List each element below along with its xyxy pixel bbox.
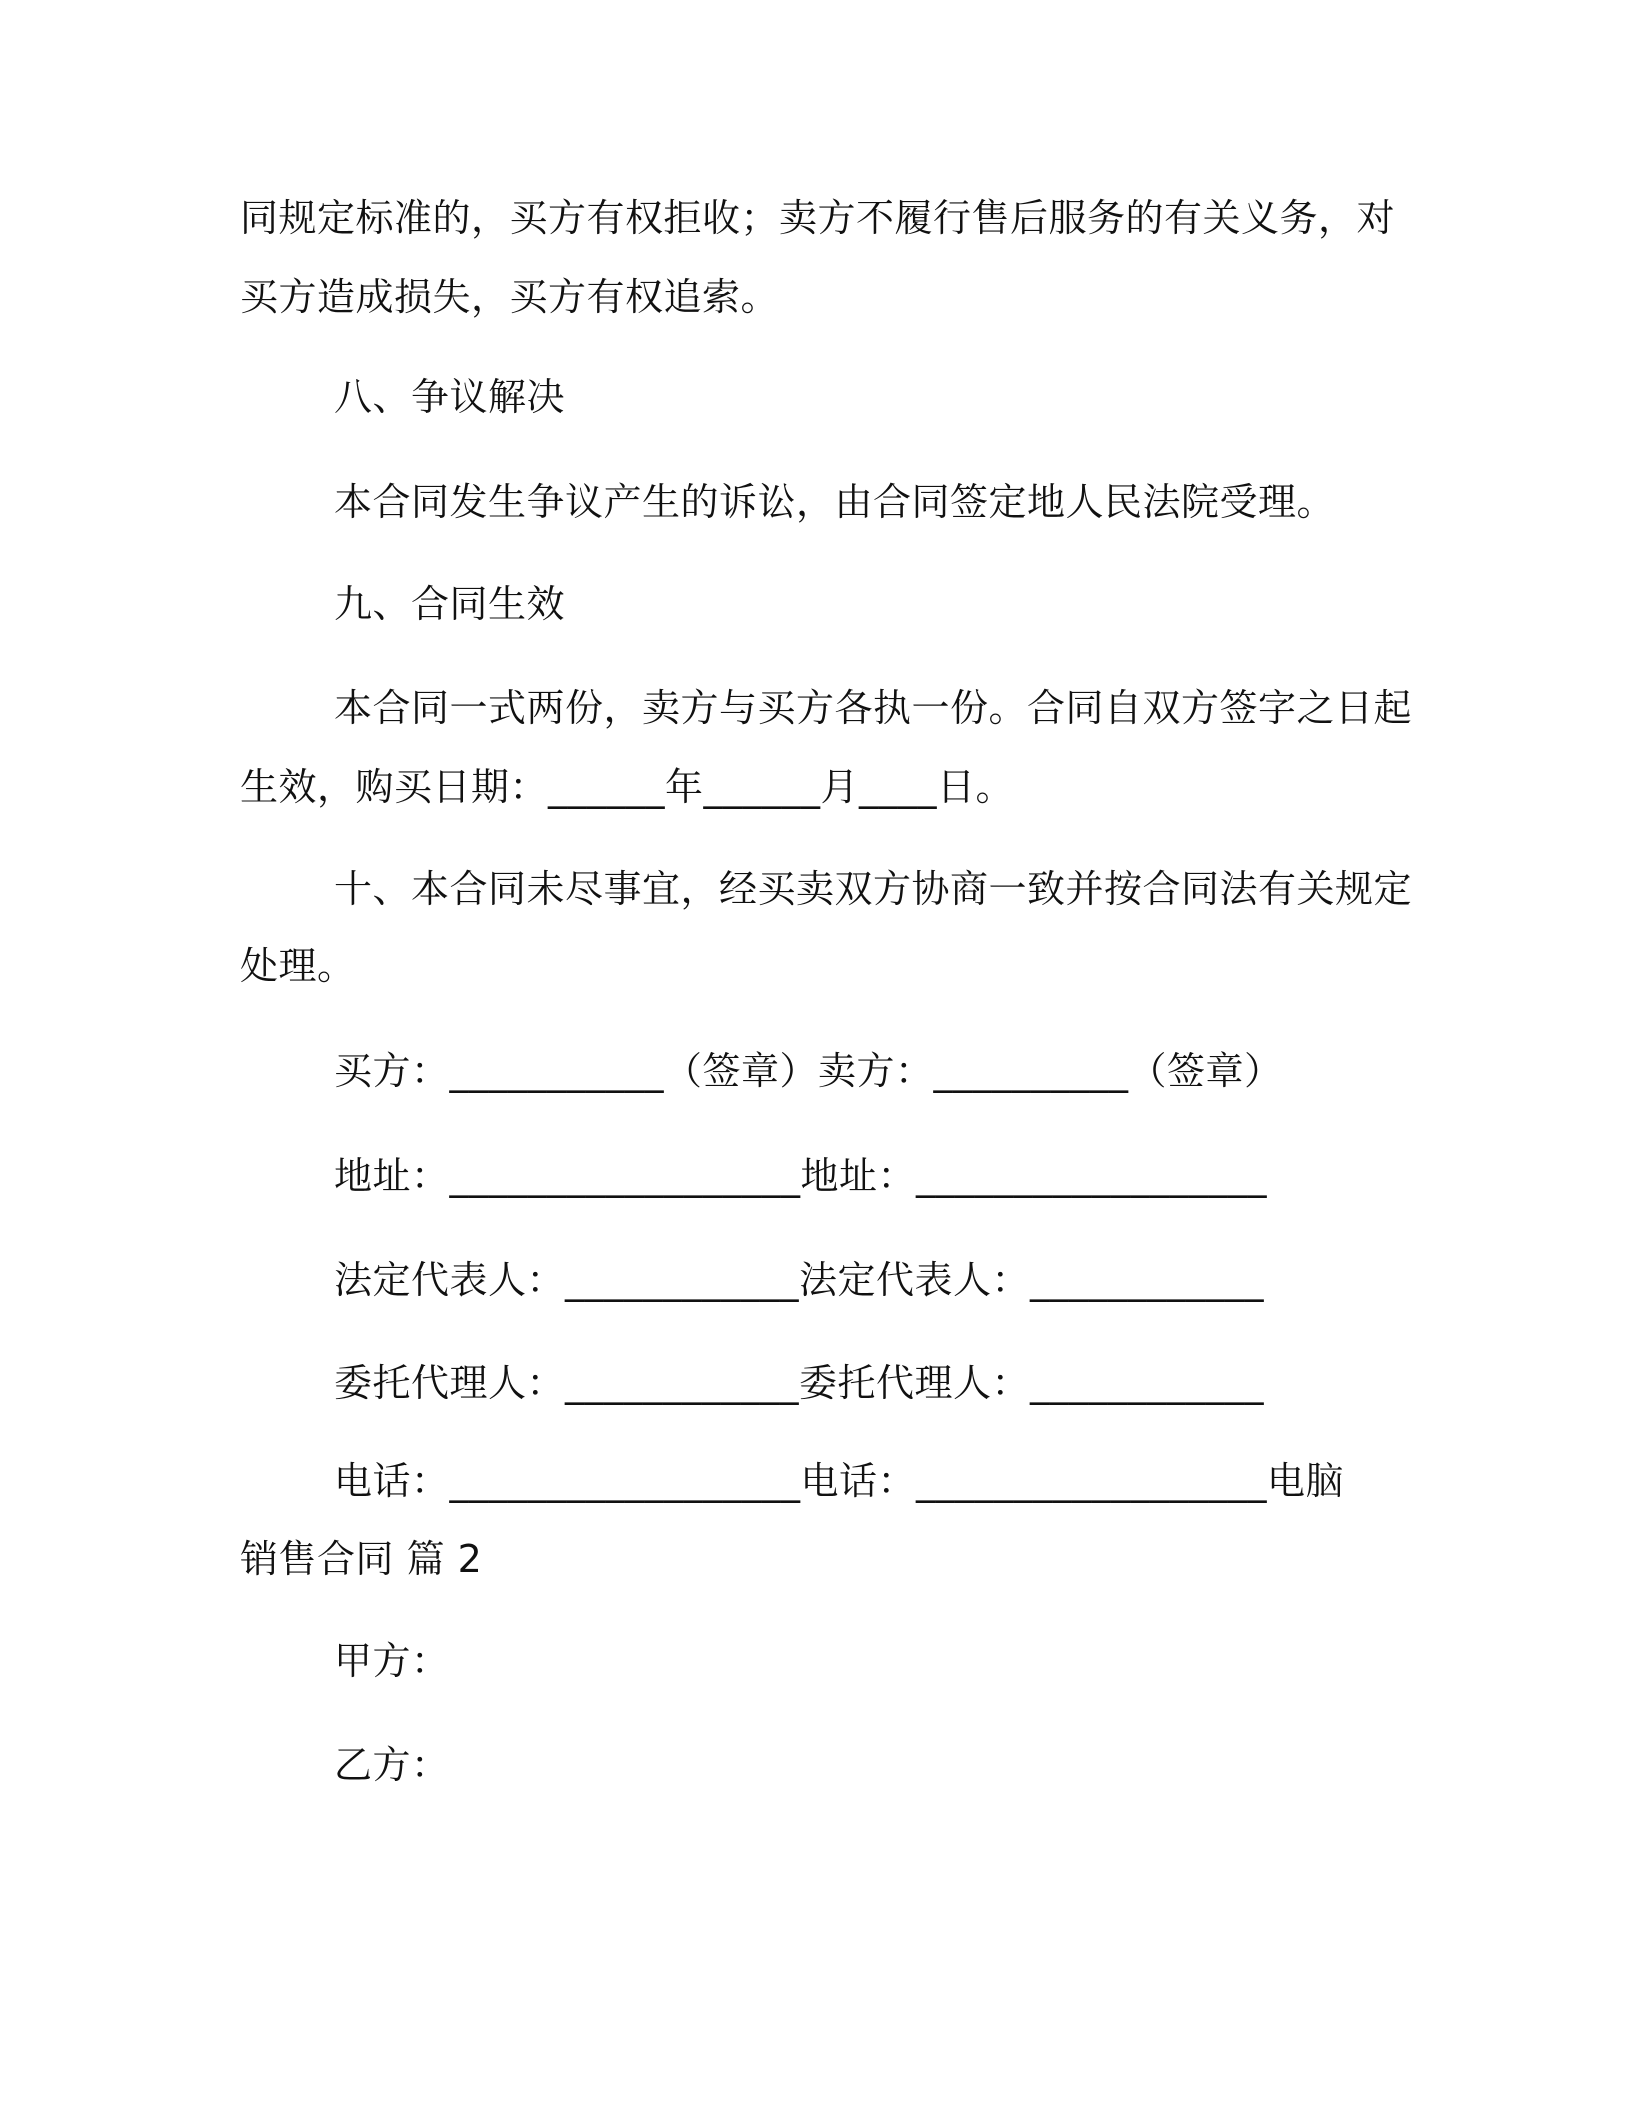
signature-line: 电话：__________________电话：__________________电脑 — [334, 1459, 1345, 1503]
party-label: 甲方： — [334, 1639, 450, 1683]
section-title: 销售合同 篇 2 — [240, 1537, 483, 1581]
paragraph-line: 处理。 — [240, 944, 356, 988]
paragraph-line: 十、本合同未尽事宜，经买卖双方协商一致并按合同法有关规定 — [334, 867, 1413, 911]
paragraph-line: 本合同一式两份，卖方与买方各执一份。合同自双方签字之日起 — [334, 686, 1413, 730]
signature-line: 法定代表人：____________法定代表人：____________ — [334, 1258, 1265, 1302]
party-label: 乙方： — [334, 1743, 450, 1787]
signature-line: 买方：___________（签章）卖方：__________（签章） — [334, 1049, 1283, 1093]
section-heading: 八、争议解决 — [334, 375, 566, 419]
signature-line: 地址：__________________地址：__________________ — [334, 1154, 1268, 1198]
paragraph-line: 买方造成损失，买方有权追索。 — [240, 275, 780, 319]
section-heading: 九、合同生效 — [334, 582, 566, 626]
paragraph-line: 同规定标准的，买方有权拒收；卖方不履行售后服务的有关义务，对 — [240, 196, 1396, 240]
paragraph-line: 生效，购买日期：______年______月____日。 — [240, 765, 1015, 809]
signature-line: 委托代理人：____________委托代理人：____________ — [334, 1361, 1265, 1405]
paragraph-line: 本合同发生争议产生的诉讼，由合同签定地人民法院受理。 — [334, 480, 1336, 524]
